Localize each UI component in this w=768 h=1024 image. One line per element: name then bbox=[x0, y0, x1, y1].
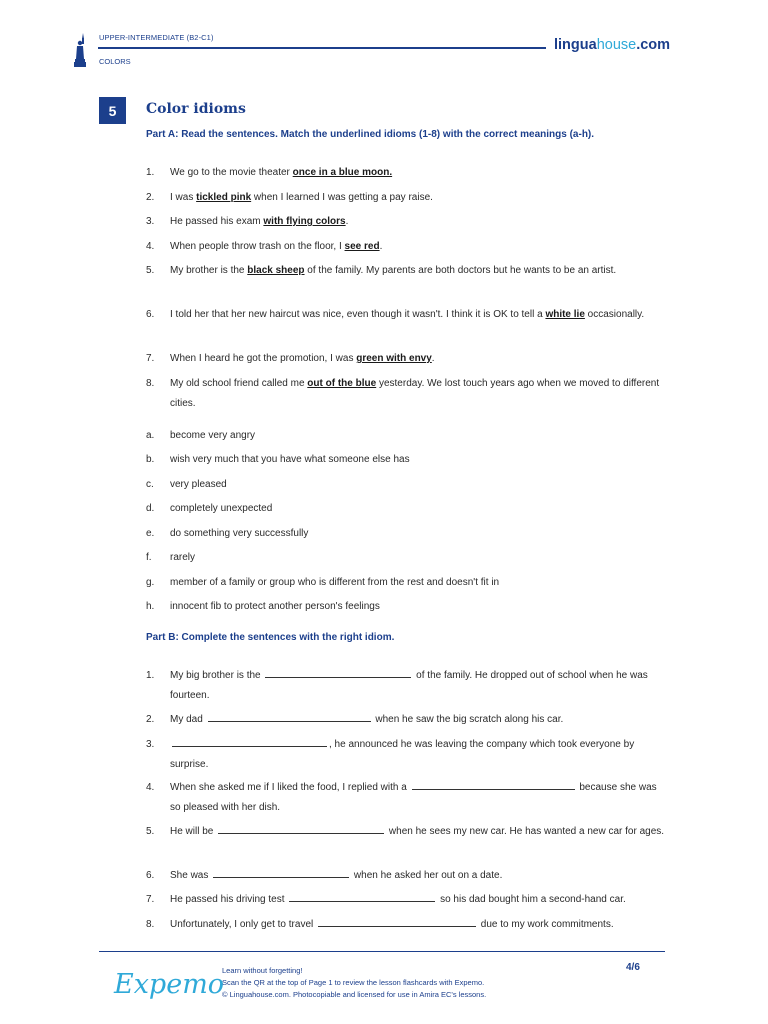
answer-blank[interactable] bbox=[412, 778, 575, 790]
meaning-text: do something very successfully bbox=[170, 528, 309, 539]
underlined-idiom: white lie bbox=[545, 309, 585, 320]
sentence-text bbox=[170, 349, 668, 369]
part-b-instruction: Part B: Complete the sentences with the right idiom. bbox=[146, 632, 395, 643]
sentence-after: occasionally. bbox=[584, 309, 645, 320]
footer-qr-note: Scan the QR at the top of Page 1 to review the lesson flashcards with Expemo. bbox=[222, 978, 485, 987]
sentence-before: I told her that her new haircut was nice, even though it wasn't. I think it is OK to tell a bbox=[170, 309, 546, 320]
fill-in-row bbox=[146, 822, 668, 842]
item-number: 6. bbox=[146, 870, 155, 881]
sentence-row bbox=[146, 349, 668, 369]
sentence-text bbox=[170, 305, 668, 325]
fill-in-row bbox=[146, 735, 668, 774]
meaning-row bbox=[146, 524, 668, 544]
item-number: 5. bbox=[146, 826, 155, 837]
page-number: 4/6 bbox=[626, 962, 640, 973]
footer-copyright: © Linguahouse.com. Photocopiable and licensed for use in Amira EC's lessons. bbox=[222, 990, 487, 999]
logo-text-com: .com bbox=[636, 37, 671, 53]
sentence-after: of the family. My parents are both doctors but he wants to be an artist. bbox=[304, 265, 617, 276]
meaning-letter: a. bbox=[146, 430, 155, 441]
sentence-row bbox=[146, 212, 668, 232]
item-number: 3. bbox=[146, 216, 155, 227]
meaning-text: innocent fib to protect another person's feelings bbox=[170, 601, 380, 612]
meaning-letter: b. bbox=[146, 454, 155, 465]
sentence-before: When she asked me if I liked the food, I replied with a bbox=[170, 782, 407, 793]
sentence-text bbox=[170, 237, 668, 257]
item-number: 7. bbox=[146, 894, 155, 905]
sentence-before: My brother is the bbox=[170, 265, 248, 276]
section-number-badge: 5 bbox=[99, 97, 126, 124]
underlined-idiom: black sheep bbox=[247, 265, 305, 276]
sentence-after: . bbox=[345, 216, 349, 227]
item-number: 7. bbox=[146, 353, 155, 364]
fill-in-text bbox=[170, 822, 668, 842]
level-label: UPPER-INTERMEDIATE (B2-C1) bbox=[99, 33, 214, 42]
item-number: 1. bbox=[146, 670, 155, 681]
meaning-letter: g. bbox=[146, 577, 155, 588]
sentence-before: We go to the movie theater bbox=[170, 167, 293, 178]
underlined-idiom: tickled pink bbox=[196, 192, 252, 203]
page-header bbox=[0, 0, 768, 75]
footer-divider bbox=[99, 951, 665, 952]
answer-blank[interactable] bbox=[265, 666, 411, 678]
fill-in-row bbox=[146, 666, 668, 705]
meaning-row bbox=[146, 499, 668, 519]
item-number: 2. bbox=[146, 192, 155, 203]
fill-in-text bbox=[170, 866, 668, 886]
sentence-after: , he announced he was leaving the company which took everyone by surprise. bbox=[170, 739, 635, 770]
item-number: 4. bbox=[146, 241, 155, 252]
footer-tagline: Learn without forgetting! bbox=[222, 966, 303, 975]
sentence-after: when I learned I was getting a pay raise. bbox=[251, 192, 433, 203]
sentence-row bbox=[146, 261, 668, 281]
item-number: 8. bbox=[146, 919, 155, 930]
sentence-after: when he sees my new car. He has wanted a new car for ages. bbox=[388, 826, 665, 837]
sentence-text bbox=[170, 212, 668, 232]
sentence-after: so his dad bought him a second-hand car. bbox=[440, 894, 626, 905]
sentence-row bbox=[146, 237, 668, 257]
section-title: Color idioms bbox=[146, 101, 246, 117]
logo-text-lingua: lingua bbox=[554, 37, 597, 53]
sentence-before: My dad bbox=[170, 714, 203, 725]
fill-in-text bbox=[170, 915, 668, 935]
answer-blank[interactable] bbox=[172, 735, 327, 747]
underlined-idiom: see red bbox=[344, 241, 380, 252]
underlined-idiom: green with envy bbox=[356, 353, 432, 364]
expemo-logo-text: Expemo bbox=[114, 969, 225, 1000]
item-number: 8. bbox=[146, 378, 155, 389]
fill-in-text bbox=[170, 778, 668, 817]
meaning-letter: f. bbox=[146, 552, 152, 563]
sentence-before: I was bbox=[170, 192, 197, 203]
sentence-before: He will be bbox=[170, 826, 214, 837]
sentence-after: yesterday. We lost touch years ago when we moved to different cities. bbox=[170, 378, 660, 409]
fill-in-row bbox=[146, 778, 668, 817]
meaning-row bbox=[146, 426, 668, 446]
sentence-before: My old school friend called me bbox=[170, 378, 308, 389]
meaning-row bbox=[146, 548, 668, 568]
sentence-after: . bbox=[379, 241, 383, 252]
sentence-row bbox=[146, 374, 668, 413]
answer-blank[interactable] bbox=[218, 822, 384, 834]
answer-blank[interactable] bbox=[289, 890, 435, 902]
fill-in-row bbox=[146, 866, 668, 886]
sentence-after: of the family. He dropped out of school when he was fourteen. bbox=[170, 670, 648, 701]
meaning-text: wish very much that you have what someone else has bbox=[170, 454, 410, 465]
underlined-idiom: once in a blue moon. bbox=[292, 167, 393, 178]
sentence-after: when he asked her out on a date. bbox=[353, 870, 503, 881]
item-number: 2. bbox=[146, 714, 155, 725]
expemo-logo bbox=[112, 963, 225, 1007]
answer-blank[interactable] bbox=[318, 915, 476, 927]
answer-blank[interactable] bbox=[208, 710, 371, 722]
item-number: 3. bbox=[146, 739, 155, 750]
meaning-letter: e. bbox=[146, 528, 155, 539]
underlined-idiom: out of the blue bbox=[307, 378, 377, 389]
fill-in-text bbox=[170, 735, 668, 774]
sentence-text bbox=[170, 163, 668, 183]
sentence-text bbox=[170, 261, 668, 281]
part-a-instruction: Part A: Read the sentences. Match the underlined idioms (1-8) with the correct meanings (a-h). bbox=[146, 129, 595, 140]
item-number: 1. bbox=[146, 167, 155, 178]
sentence-before: He passed his exam bbox=[170, 216, 264, 227]
item-number: 5. bbox=[146, 265, 155, 276]
fill-in-row bbox=[146, 890, 668, 910]
meaning-letter: c. bbox=[146, 479, 154, 490]
sentence-text bbox=[170, 188, 668, 208]
header-divider bbox=[98, 47, 546, 49]
answer-blank[interactable] bbox=[213, 866, 349, 878]
sentence-before: When I heard he got the promotion, I was bbox=[170, 353, 357, 364]
sentence-before: When people throw trash on the floor, I bbox=[170, 241, 345, 252]
sentence-row bbox=[146, 305, 668, 325]
meaning-text: rarely bbox=[170, 552, 196, 563]
meaning-text: completely unexpected bbox=[170, 503, 273, 514]
fill-in-row bbox=[146, 710, 668, 730]
sentence-after: due to my work commitments. bbox=[480, 919, 614, 930]
fill-in-row bbox=[146, 915, 668, 935]
fill-in-text bbox=[170, 666, 668, 705]
linguahouse-logo bbox=[554, 37, 670, 53]
sentence-before: Unfortunately, I only get to travel bbox=[170, 919, 314, 930]
meaning-text: member of a family or group who is different from the rest and doesn't fit in bbox=[170, 577, 500, 588]
sentence-row bbox=[146, 163, 668, 183]
meaning-letter: h. bbox=[146, 601, 155, 612]
fill-in-text bbox=[170, 710, 668, 730]
meaning-row bbox=[146, 475, 668, 495]
meaning-text: very pleased bbox=[170, 479, 227, 490]
meaning-row bbox=[146, 597, 668, 617]
sentence-before: He passed his driving test bbox=[170, 894, 285, 905]
meaning-text: become very angry bbox=[170, 430, 256, 441]
meaning-row bbox=[146, 573, 668, 593]
fill-in-text bbox=[170, 890, 668, 910]
sentence-after: . bbox=[431, 353, 435, 364]
statue-of-liberty-icon bbox=[74, 33, 88, 67]
sentence-text bbox=[170, 374, 668, 413]
sentence-before: She was bbox=[170, 870, 209, 881]
item-number: 6. bbox=[146, 309, 155, 320]
meaning-letter: d. bbox=[146, 503, 155, 514]
logo-text-house: house bbox=[596, 37, 637, 53]
sentence-row bbox=[146, 188, 668, 208]
item-number: 4. bbox=[146, 782, 155, 793]
underlined-idiom: with flying colors bbox=[263, 216, 346, 227]
sentence-after: because she was so pleased with her dish. bbox=[170, 782, 657, 813]
meaning-row bbox=[146, 450, 668, 470]
topic-label: COLORS bbox=[99, 57, 131, 66]
sentence-before: My big brother is the bbox=[170, 670, 261, 681]
sentence-after: when he saw the big scratch along his car. bbox=[375, 714, 564, 725]
